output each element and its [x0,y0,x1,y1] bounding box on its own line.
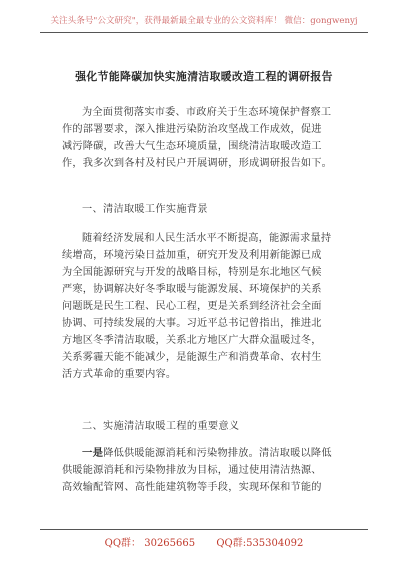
text-line: 随着经济发展和人民生活水平不断提高，能源需求量持 [82,233,332,244]
document-title: 强化节能降碳加快实施清洁取暖改造工程的调研报告 [75,70,333,83]
promo-header: 关注头条号"公文研究"，获得最新最全最专业的公文资料库！ 微信：gongwenyj [50,16,358,26]
lead-line-text: 降低供暖能源消耗和污染物排放。清洁取暖以降低 [103,448,332,459]
text-line: 供暖能源消耗和污染物排放为目标，通过使用清洁热源、 [62,465,322,476]
text-line [62,445,346,462]
text-line: 作，我多次到各村及村民户开展调研，形成调研报告如下。 [62,158,333,169]
lead-phrase: 一是 [82,447,104,459]
text-line: 为全国能源研究与开发的战略目标，特别是东北地区气候 [62,267,322,278]
text-line: 续增高，环境污染日益加重，研究开发及利用新能源已成 [62,250,322,261]
text-line: 作的部署要求，深入推进污染防治攻坚战工作成效，促进 [62,124,322,135]
text-line: 减污降碳，改善大气生态环境质量，围绕清洁取暖改造工 [62,141,322,152]
text-line: 问题既是民生工程、民心工程，更是关系到经济社会全面 [62,301,322,312]
text-line: 严寒，协调解决好冬季取暖与能源发展、环境保护的关系 [62,284,322,295]
text-line: 方地区冬季清洁取暖，关系北方地区广大群众温暖过冬， [62,335,322,346]
text-line: 关系雾霾天能不能减少，是能源生产和消费革命、农村生 [62,352,322,363]
text-line: 活方式革命的重要内容。 [62,369,177,380]
qq-group-1: QQ群： 30265665 [104,538,196,549]
section-heading-background: 一、清洁取暖工作实施背景 [82,204,208,215]
section-heading-significance: 二、实施清洁取暖工程的重要意义 [82,421,240,432]
intro-paragraph [62,104,346,172]
qq-group-2: QQ群:535304092 [216,538,304,549]
background-paragraph [62,230,346,383]
text-line: 为全面贯彻落实市委、市政府关于生态环境保护督察工 [82,107,332,118]
footer [0,534,408,549]
significance-paragraph [62,445,346,496]
text-line: 协调、可持续发展的大事。习近平总书记曾指出，推进北 [62,318,322,329]
footer-divider [40,529,368,530]
header-divider [40,32,368,33]
text-line: 高效输配管网、高性能建筑物等手段，实现环保和节能的 [62,482,322,493]
